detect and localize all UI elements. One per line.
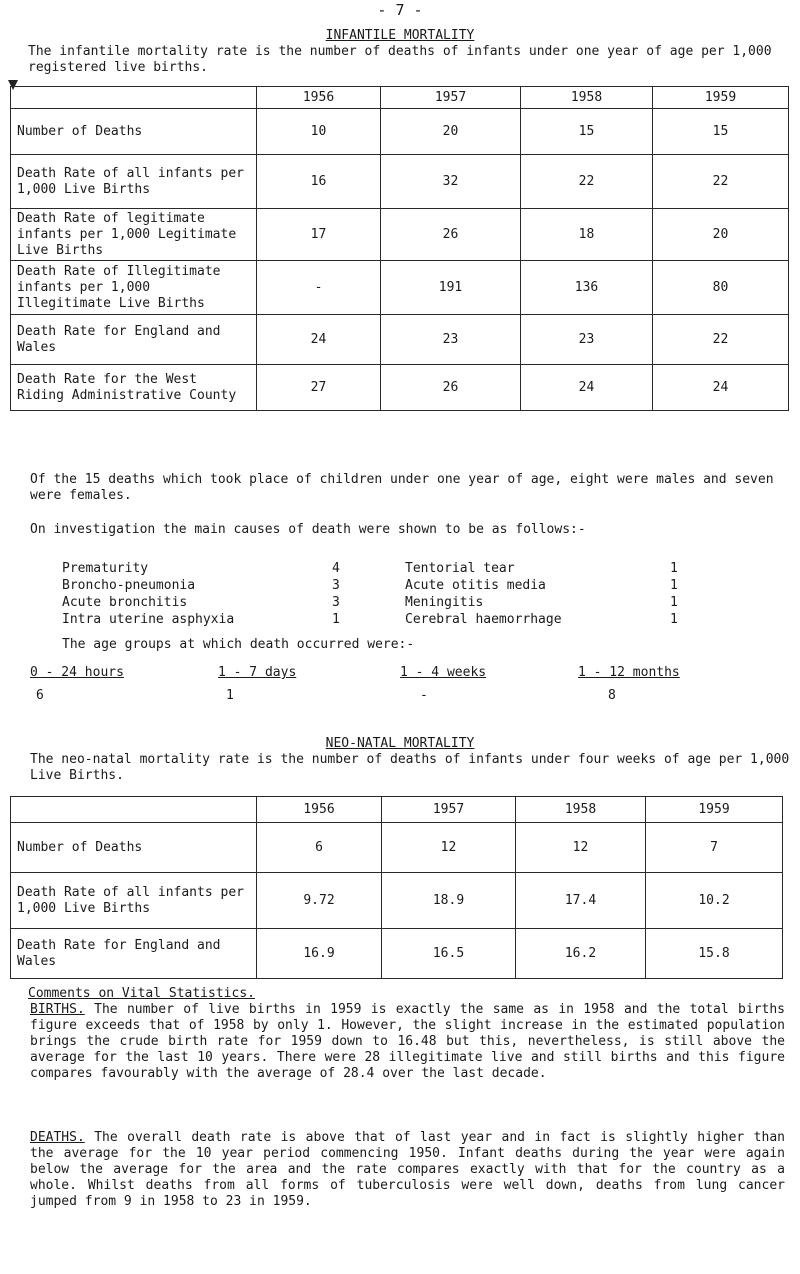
deaths-label: DEATHS.: [30, 1130, 85, 1145]
table-row: [11, 823, 783, 873]
list-item: [405, 560, 678, 577]
cell-value: 16.2: [516, 929, 646, 979]
age-group-value: 6: [36, 688, 44, 703]
section-heading-neonatal: NEO-NATAL MORTALITY: [325, 736, 475, 751]
causes-intro: On investigation the main causes of death were shown to be as follows:-: [30, 522, 586, 537]
cell-value: 27: [257, 365, 381, 411]
cell-value: 18: [521, 209, 653, 261]
cause-count: 1: [670, 577, 678, 593]
infant-mortality-table: [10, 86, 789, 411]
cell-value: 22: [653, 315, 789, 365]
cell-value: 18.9: [382, 873, 516, 929]
list-item: [62, 594, 340, 611]
cell-value: 20: [653, 209, 789, 261]
cause-name: Acute otitis media: [405, 577, 546, 593]
age-group-label: 0 - 24 hours: [30, 665, 124, 680]
cause-name: Tentorial tear: [405, 560, 515, 576]
cell-value: 17.4: [516, 873, 646, 929]
row-label: Number of Deaths: [11, 109, 257, 155]
age-group-label: 1 - 4 weeks: [400, 665, 487, 680]
neonatal-intro: The neo-natal mortality rate is the number of deaths of infants under four weeks of age per 1,000 Live Births.: [30, 752, 790, 783]
row-label: Death Rate for England and Wales: [11, 315, 257, 365]
table-row: [11, 315, 789, 365]
cell-value: 32: [381, 155, 521, 209]
cell-value: 24: [521, 365, 653, 411]
table-corner: [11, 797, 257, 823]
cause-count: 1: [670, 594, 678, 610]
cell-value: -: [257, 261, 381, 315]
cell-value: 20: [381, 109, 521, 155]
cause-count: 1: [670, 560, 678, 576]
year-header: 1957: [382, 797, 516, 823]
cell-value: 10: [257, 109, 381, 155]
cause-name: Prematurity: [62, 560, 149, 576]
list-item: [405, 577, 678, 594]
section-heading-infantile: INFANTILE MORTALITY: [325, 28, 475, 43]
cell-value: 17: [257, 209, 381, 261]
cause-count: 1: [332, 611, 340, 627]
age-group-label: 1 - 12 months: [578, 665, 680, 680]
cell-value: 24: [257, 315, 381, 365]
cell-value: 26: [381, 365, 521, 411]
list-item: [62, 577, 340, 594]
table-row: [11, 929, 783, 979]
year-header: 1958: [521, 87, 653, 109]
row-label: Death Rate of all infants per 1,000 Live Births: [11, 155, 257, 209]
cause-count: 4: [332, 560, 340, 576]
table-row: [11, 209, 789, 261]
cell-value: 16.5: [382, 929, 516, 979]
cause-name: Broncho-pneumonia: [62, 577, 196, 593]
year-header: 1956: [257, 87, 381, 109]
row-label: Death Rate for the West Riding Administrative County: [11, 365, 257, 411]
year-header: 1959: [653, 87, 789, 109]
row-label: Death Rate of all infants per 1,000 Live Births: [11, 873, 257, 929]
cell-value: 15: [521, 109, 653, 155]
infantile-intro: The infantile mortality rate is the number of deaths of infants under one year of age per 1,000 registered live births.: [28, 44, 772, 75]
cell-value: 6: [257, 823, 382, 873]
cell-value: 12: [382, 823, 516, 873]
comments-heading: Comments on Vital Statistics.: [28, 986, 255, 1001]
cell-value: 16.9: [257, 929, 382, 979]
list-item: [405, 594, 678, 611]
cell-value: 10.2: [646, 873, 783, 929]
year-header: 1957: [381, 87, 521, 109]
cell-value: 22: [653, 155, 789, 209]
row-label: Number of Deaths: [11, 823, 257, 873]
cell-value: 15: [653, 109, 789, 155]
cause-name: Acute bronchitis: [62, 594, 188, 610]
cell-value: 23: [521, 315, 653, 365]
cell-value: 16: [257, 155, 381, 209]
age-group-value: -: [420, 688, 428, 703]
year-header: 1959: [646, 797, 783, 823]
table-row: [11, 873, 783, 929]
row-label: Death Rate for England and Wales: [11, 929, 257, 979]
list-item: [405, 611, 678, 628]
causes-list-right: [405, 560, 678, 628]
births-paragraph: [30, 1002, 785, 1082]
neonatal-mortality-table: [10, 796, 783, 979]
cause-name: Cerebral haemorrhage: [405, 611, 562, 627]
cause-name: Meningitis: [405, 594, 484, 610]
list-item: [62, 560, 340, 577]
table-corner: [11, 87, 257, 109]
age-group-value: 1: [226, 688, 234, 703]
year-header: 1956: [257, 797, 382, 823]
cell-value: 24: [653, 365, 789, 411]
deaths-text: The overall death rate is above that of last year and in fact is slightly higher than the average for the 10 year period commencing 1950. Infant deaths during the year were again below the average for the area and the rate compares exactly with that for the country as a whole. Whilst deaths from all forms of tuberculosis were well down, deaths from lung cancer jumped from 9 in 1958 to 23 in 1959.: [30, 1130, 785, 1209]
list-item: [62, 611, 340, 628]
births-text: The number of live births in 1959 is exactly the same as in 1958 and the total births figure exceeds that of 1958 by only 1. However, the slight increase in the estimated population brings the crude birth rate for 1959 down to 16.48 but this, nevertheless, is still above the average for the last 10 years. There were 28 illegitimate live and still births and this figure compares favourably with the average of 28.4 over the last decade.: [30, 1002, 785, 1081]
row-label: Death Rate of Illegitimate infants per 1,000 Illegitimate Live Births: [11, 261, 257, 315]
cell-value: 23: [381, 315, 521, 365]
page-number: - 7 -: [377, 1, 423, 19]
row-label: Death Rate of legitimate infants per 1,000 Legitimate Live Births: [11, 209, 257, 261]
cause-name: Intra uterine asphyxia: [62, 611, 235, 627]
births-label: BIRTHS.: [30, 1002, 85, 1017]
cell-value: 26: [381, 209, 521, 261]
cell-value: 15.8: [646, 929, 783, 979]
cause-count: 3: [332, 577, 340, 593]
cell-value: 9.72: [257, 873, 382, 929]
age-group-value: 8: [608, 688, 616, 703]
cell-value: 22: [521, 155, 653, 209]
age-group-label: 1 - 7 days: [218, 665, 297, 680]
cell-value: 191: [381, 261, 521, 315]
cell-value: 136: [521, 261, 653, 315]
deaths-paragraph: [30, 1130, 785, 1210]
cell-value: 7: [646, 823, 783, 873]
year-header: 1958: [516, 797, 646, 823]
cell-value: 12: [516, 823, 646, 873]
table-row: [11, 155, 789, 209]
deaths-by-sex-text: Of the 15 deaths which took place of children under one year of age, eight were males and seven were females.: [30, 472, 774, 503]
table-row: [11, 365, 789, 411]
table-header-row: [11, 87, 789, 109]
cause-count: 3: [332, 594, 340, 610]
causes-list-left: [62, 560, 340, 628]
cause-count: 1: [670, 611, 678, 627]
age-groups-intro: The age groups at which death occurred were:-: [62, 637, 415, 652]
table-row: [11, 109, 789, 155]
cell-value: 80: [653, 261, 789, 315]
table-header-row: [11, 797, 783, 823]
table-row: [11, 261, 789, 315]
